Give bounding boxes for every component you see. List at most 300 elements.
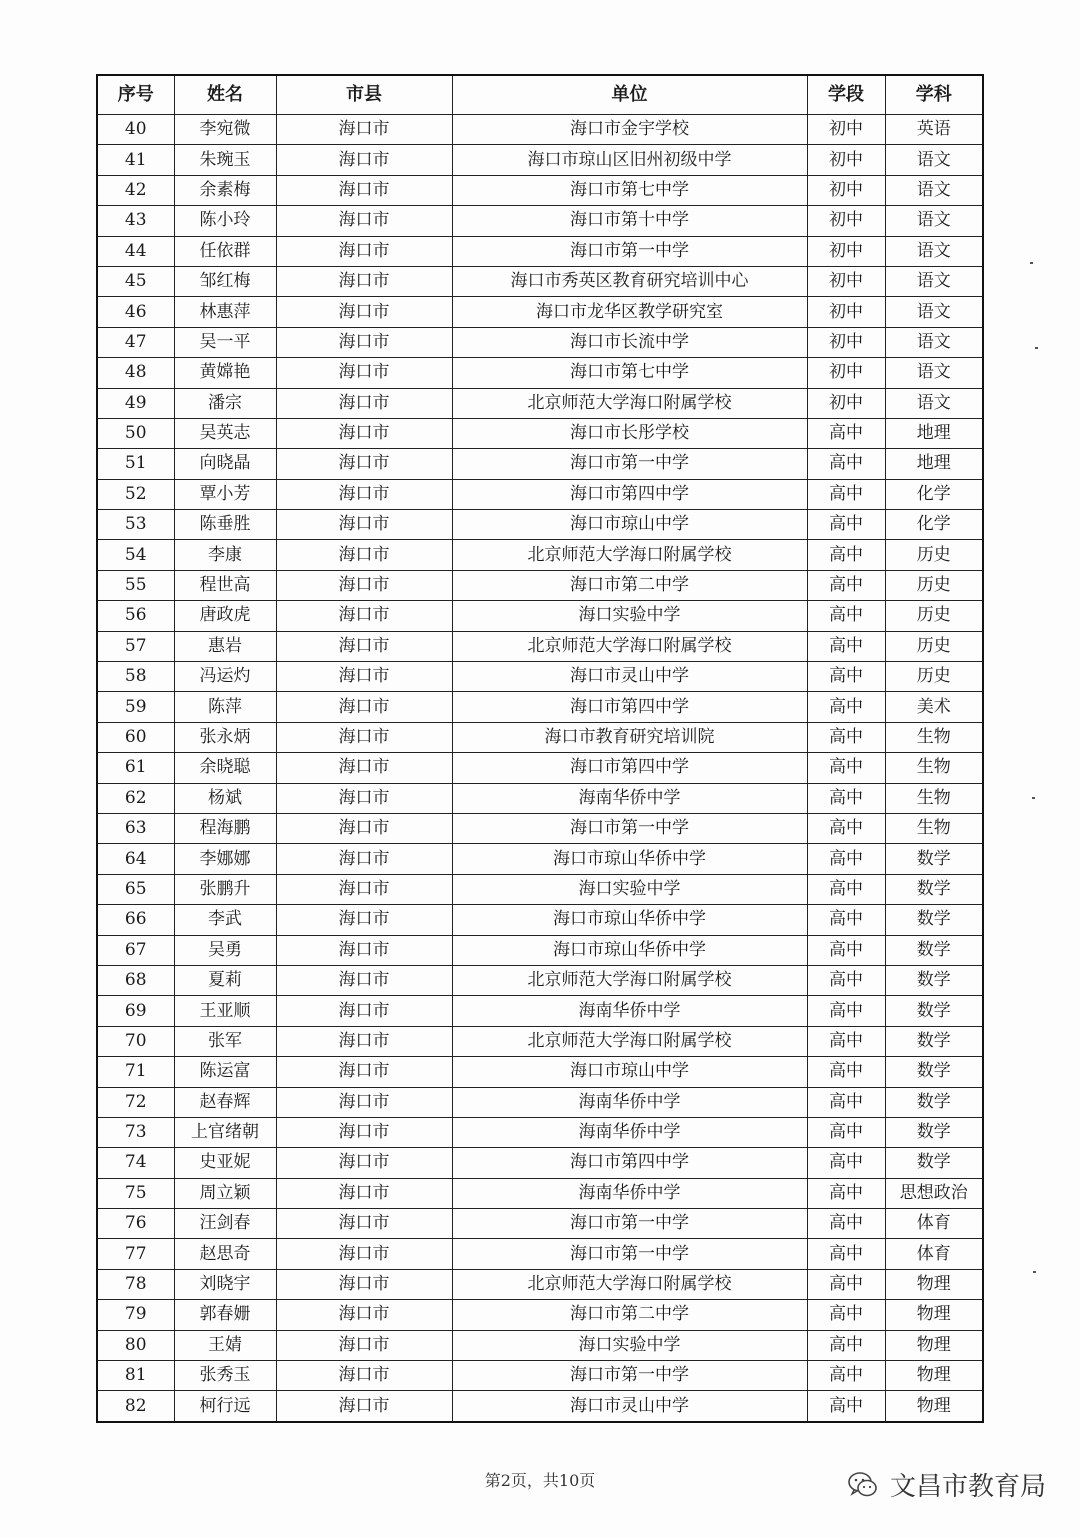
cell-city: 海口市: [276, 1239, 452, 1269]
cell-index: 54: [97, 540, 174, 570]
cell-unit: 海口市第一中学: [452, 236, 807, 266]
table-row: [97, 753, 983, 783]
table-body: [97, 115, 983, 1422]
cell-name: 唐政虎: [174, 601, 276, 631]
cell-stage: 高中: [807, 722, 885, 752]
cell-stage: 高中: [807, 1057, 885, 1087]
cell-name: 邹红梅: [174, 266, 276, 296]
cell-unit: 海口市第四中学: [452, 753, 807, 783]
cell-index: 51: [97, 449, 174, 479]
cell-index: 45: [97, 266, 174, 296]
table-row: [97, 1178, 983, 1208]
cell-name: 赵思奇: [174, 1239, 276, 1269]
cell-stage: 高中: [807, 510, 885, 540]
cell-index: 70: [97, 1026, 174, 1056]
cell-name: 林惠萍: [174, 297, 276, 327]
cell-unit: 海口市长彤学校: [452, 418, 807, 448]
cell-stage: 初中: [807, 175, 885, 205]
cell-index: 75: [97, 1178, 174, 1208]
cell-subject: 英语: [885, 115, 983, 145]
cell-stage: 初中: [807, 358, 885, 388]
cell-index: 74: [97, 1148, 174, 1178]
header-unit: 单位: [452, 75, 807, 115]
cell-subject: 语文: [885, 145, 983, 175]
cell-subject: 化学: [885, 479, 983, 509]
cell-city: 海口市: [276, 510, 452, 540]
cell-city: 海口市: [276, 601, 452, 631]
cell-index: 56: [97, 601, 174, 631]
cell-subject: 语文: [885, 206, 983, 236]
watermark-text: 文昌市教育局: [890, 1472, 1047, 1502]
cell-name: 夏莉: [174, 965, 276, 995]
cell-index: 50: [97, 418, 174, 448]
cell-name: 向晓晶: [174, 449, 276, 479]
cell-subject: 体育: [885, 1239, 983, 1269]
cell-city: 海口市: [276, 1178, 452, 1208]
cell-index: 68: [97, 965, 174, 995]
cell-name: 吴勇: [174, 935, 276, 965]
cell-stage: 高中: [807, 479, 885, 509]
table-row: [97, 1391, 983, 1422]
cell-index: 77: [97, 1239, 174, 1269]
cell-name: 吴一平: [174, 327, 276, 357]
cell-unit: 海口市琼山华侨中学: [452, 844, 807, 874]
cell-city: 海口市: [276, 753, 452, 783]
cell-subject: 物理: [885, 1269, 983, 1299]
cell-city: 海口市: [276, 1209, 452, 1239]
cell-stage: 初中: [807, 145, 885, 175]
cell-unit: 海口市灵山中学: [452, 662, 807, 692]
cell-subject: 地理: [885, 418, 983, 448]
cell-city: 海口市: [276, 965, 452, 995]
cell-stage: 高中: [807, 965, 885, 995]
cell-city: 海口市: [276, 358, 452, 388]
cell-subject: 生物: [885, 813, 983, 843]
cell-subject: 数学: [885, 1148, 983, 1178]
cell-name: 刘晓宇: [174, 1269, 276, 1299]
table-row: [97, 601, 983, 631]
cell-subject: 数学: [885, 996, 983, 1026]
cell-unit: 海口市第二中学: [452, 1300, 807, 1330]
cell-subject: 语文: [885, 236, 983, 266]
table-row: [97, 297, 983, 327]
cell-unit: 海口实验中学: [452, 1330, 807, 1360]
cell-unit: 海口市琼山区旧州初级中学: [452, 145, 807, 175]
personnel-table: [96, 74, 984, 1423]
cell-index: 80: [97, 1330, 174, 1360]
table-row: [97, 1239, 983, 1269]
cell-subject: 语文: [885, 266, 983, 296]
cell-stage: 初中: [807, 236, 885, 266]
cell-city: 海口市: [276, 388, 452, 418]
table-row: [97, 388, 983, 418]
header-city: 市县: [276, 75, 452, 115]
table-row: [97, 1148, 983, 1178]
cell-city: 海口市: [276, 175, 452, 205]
cell-unit: 海口市琼山中学: [452, 510, 807, 540]
cell-subject: 地理: [885, 449, 983, 479]
cell-stage: 高中: [807, 996, 885, 1026]
cell-unit: 海口市第四中学: [452, 1148, 807, 1178]
cell-subject: 生物: [885, 783, 983, 813]
cell-name: 余素梅: [174, 175, 276, 205]
cell-index: 64: [97, 844, 174, 874]
cell-subject: 思想政治: [885, 1178, 983, 1208]
cell-city: 海口市: [276, 206, 452, 236]
cell-stage: 高中: [807, 662, 885, 692]
cell-index: 66: [97, 905, 174, 935]
cell-name: 陈小玲: [174, 206, 276, 236]
cell-name: 陈萍: [174, 692, 276, 722]
cell-name: 赵春辉: [174, 1087, 276, 1117]
cell-name: 杨斌: [174, 783, 276, 813]
cell-subject: 物理: [885, 1391, 983, 1422]
cell-unit: 海口市第一中学: [452, 1361, 807, 1391]
cell-index: 73: [97, 1117, 174, 1147]
table-row: [97, 175, 983, 205]
table-row: [97, 813, 983, 843]
cell-name: 李娜娜: [174, 844, 276, 874]
cell-name: 王亚顺: [174, 996, 276, 1026]
table-row: [97, 1269, 983, 1299]
table-row: [97, 418, 983, 448]
cell-unit: 海口实验中学: [452, 601, 807, 631]
cell-index: 72: [97, 1087, 174, 1117]
cell-stage: 高中: [807, 1361, 885, 1391]
cell-index: 44: [97, 236, 174, 266]
cell-stage: 高中: [807, 601, 885, 631]
cell-stage: 高中: [807, 1087, 885, 1117]
cell-subject: 数学: [885, 1026, 983, 1056]
table-row: [97, 236, 983, 266]
cell-subject: 数学: [885, 935, 983, 965]
cell-name: 汪剑春: [174, 1209, 276, 1239]
cell-index: 69: [97, 996, 174, 1026]
table-row: [97, 1026, 983, 1056]
cell-name: 陈垂胜: [174, 510, 276, 540]
cell-index: 81: [97, 1361, 174, 1391]
cell-index: 62: [97, 783, 174, 813]
cell-name: 陈运富: [174, 1057, 276, 1087]
cell-unit: 海口市第七中学: [452, 358, 807, 388]
cell-unit: 海口市第四中学: [452, 479, 807, 509]
cell-stage: 初中: [807, 327, 885, 357]
cell-unit: 海口实验中学: [452, 874, 807, 904]
cell-unit: 海口市龙华区教学研究室: [452, 297, 807, 327]
cell-name: 上官绪朝: [174, 1117, 276, 1147]
cell-city: 海口市: [276, 783, 452, 813]
cell-city: 海口市: [276, 145, 452, 175]
cell-unit: 北京师范大学海口附属学校: [452, 1026, 807, 1056]
cell-subject: 语文: [885, 327, 983, 357]
cell-name: 吴英志: [174, 418, 276, 448]
cell-name: 李武: [174, 905, 276, 935]
cell-city: 海口市: [276, 844, 452, 874]
cell-unit: 海口市秀英区教育研究培训中心: [452, 266, 807, 296]
table-row: [97, 510, 983, 540]
cell-subject: 物理: [885, 1300, 983, 1330]
cell-index: 42: [97, 175, 174, 205]
cell-subject: 历史: [885, 570, 983, 600]
cell-subject: 历史: [885, 540, 983, 570]
cell-subject: 生物: [885, 722, 983, 752]
cell-stage: 高中: [807, 813, 885, 843]
header-name: 姓名: [174, 75, 276, 115]
cell-stage: 高中: [807, 935, 885, 965]
cell-city: 海口市: [276, 935, 452, 965]
table-row: [97, 935, 983, 965]
cell-city: 海口市: [276, 570, 452, 600]
cell-city: 海口市: [276, 236, 452, 266]
cell-index: 48: [97, 358, 174, 388]
cell-unit: 海南华侨中学: [452, 783, 807, 813]
cell-index: 65: [97, 874, 174, 904]
table-row: [97, 722, 983, 752]
cell-unit: 海口市第一中学: [452, 1239, 807, 1269]
cell-index: 61: [97, 753, 174, 783]
cell-unit: 海口市第一中学: [452, 1209, 807, 1239]
table-row: [97, 358, 983, 388]
cell-stage: 高中: [807, 844, 885, 874]
table-row: [97, 1300, 983, 1330]
cell-unit: 海口市琼山华侨中学: [452, 905, 807, 935]
cell-unit: 海口市灵山中学: [452, 1391, 807, 1422]
cell-city: 海口市: [276, 1330, 452, 1360]
cell-city: 海口市: [276, 1361, 452, 1391]
cell-city: 海口市: [276, 1269, 452, 1299]
cell-stage: 高中: [807, 631, 885, 661]
cell-subject: 语文: [885, 175, 983, 205]
cell-index: 43: [97, 206, 174, 236]
cell-name: 郭春姗: [174, 1300, 276, 1330]
cell-subject: 数学: [885, 1117, 983, 1147]
cell-index: 49: [97, 388, 174, 418]
page-number: 第2页，共10页: [484, 1471, 596, 1490]
cell-subject: 数学: [885, 844, 983, 874]
wechat-watermark: [846, 1466, 1046, 1503]
cell-subject: 数学: [885, 905, 983, 935]
cell-stage: 高中: [807, 1117, 885, 1147]
table-row: [97, 783, 983, 813]
cell-name: 程世高: [174, 570, 276, 600]
cell-city: 海口市: [276, 1391, 452, 1422]
cell-unit: 海南华侨中学: [452, 1178, 807, 1208]
cell-unit: 海口市长流中学: [452, 327, 807, 357]
cell-name: 张永炳: [174, 722, 276, 752]
cell-city: 海口市: [276, 813, 452, 843]
cell-city: 海口市: [276, 1087, 452, 1117]
header-subject: 学科: [885, 75, 983, 115]
cell-subject: 语文: [885, 297, 983, 327]
cell-index: 46: [97, 297, 174, 327]
cell-index: 78: [97, 1269, 174, 1299]
cell-stage: 高中: [807, 1026, 885, 1056]
table-row: [97, 327, 983, 357]
table-row: [97, 266, 983, 296]
cell-city: 海口市: [276, 874, 452, 904]
cell-stage: 高中: [807, 753, 885, 783]
table-row: [97, 662, 983, 692]
cell-unit: 海口市第十中学: [452, 206, 807, 236]
cell-subject: 数学: [885, 965, 983, 995]
cell-unit: 海南华侨中学: [452, 996, 807, 1026]
table-row: [97, 905, 983, 935]
cell-subject: 历史: [885, 601, 983, 631]
cell-unit: 北京师范大学海口附属学校: [452, 540, 807, 570]
cell-stage: 初中: [807, 388, 885, 418]
cell-name: 张秀玉: [174, 1361, 276, 1391]
cell-index: 71: [97, 1057, 174, 1087]
scan-speck: [1033, 1271, 1036, 1273]
cell-stage: 高中: [807, 1269, 885, 1299]
cell-index: 53: [97, 510, 174, 540]
cell-name: 周立颖: [174, 1178, 276, 1208]
scan-speck: [1030, 262, 1033, 264]
cell-index: 82: [97, 1391, 174, 1422]
cell-name: 余晓聪: [174, 753, 276, 783]
cell-index: 76: [97, 1209, 174, 1239]
cell-stage: 初中: [807, 266, 885, 296]
cell-stage: 高中: [807, 540, 885, 570]
table-row: [97, 1087, 983, 1117]
cell-name: 李康: [174, 540, 276, 570]
cell-unit: 北京师范大学海口附属学校: [452, 388, 807, 418]
scan-speck: [1032, 797, 1035, 799]
table-header-row: [97, 75, 983, 115]
table-row: [97, 1209, 983, 1239]
cell-unit: 海口市教育研究培训院: [452, 722, 807, 752]
cell-stage: 高中: [807, 1300, 885, 1330]
cell-stage: 高中: [807, 1178, 885, 1208]
cell-index: 47: [97, 327, 174, 357]
header-index: 序号: [97, 75, 174, 115]
cell-stage: 高中: [807, 783, 885, 813]
cell-unit: 海南华侨中学: [452, 1117, 807, 1147]
table-row: [97, 570, 983, 600]
cell-city: 海口市: [276, 1148, 452, 1178]
cell-subject: 美术: [885, 692, 983, 722]
table-row: [97, 115, 983, 145]
cell-unit: 海口市金宇学校: [452, 115, 807, 145]
cell-index: 79: [97, 1300, 174, 1330]
cell-unit: 海口市第一中学: [452, 813, 807, 843]
cell-index: 59: [97, 692, 174, 722]
cell-subject: 生物: [885, 753, 983, 783]
cell-city: 海口市: [276, 266, 452, 296]
cell-name: 冯运灼: [174, 662, 276, 692]
cell-name: 柯行远: [174, 1391, 276, 1422]
table-row: [97, 692, 983, 722]
cell-subject: 体育: [885, 1209, 983, 1239]
cell-subject: 历史: [885, 662, 983, 692]
table-row: [97, 874, 983, 904]
table-row: [97, 479, 983, 509]
cell-stage: 高中: [807, 570, 885, 600]
cell-name: 任依群: [174, 236, 276, 266]
cell-index: 41: [97, 145, 174, 175]
cell-city: 海口市: [276, 1117, 452, 1147]
cell-name: 覃小芳: [174, 479, 276, 509]
cell-name: 潘宗: [174, 388, 276, 418]
cell-city: 海口市: [276, 905, 452, 935]
cell-name: 程海鹏: [174, 813, 276, 843]
cell-stage: 初中: [807, 297, 885, 327]
cell-stage: 高中: [807, 874, 885, 904]
cell-subject: 数学: [885, 1057, 983, 1087]
cell-unit: 北京师范大学海口附属学校: [452, 1269, 807, 1299]
cell-index: 52: [97, 479, 174, 509]
wechat-chat-icon: [846, 1468, 880, 1502]
cell-index: 58: [97, 662, 174, 692]
cell-name: 惠岩: [174, 631, 276, 661]
cell-city: 海口市: [276, 1026, 452, 1056]
cell-name: 张鹏升: [174, 874, 276, 904]
cell-unit: 海口市第四中学: [452, 692, 807, 722]
cell-unit: 海南华侨中学: [452, 1087, 807, 1117]
cell-index: 40: [97, 115, 174, 145]
cell-stage: 高中: [807, 418, 885, 448]
cell-stage: 高中: [807, 692, 885, 722]
header-stage: 学段: [807, 75, 885, 115]
table-row: [97, 540, 983, 570]
table-row: [97, 1117, 983, 1147]
cell-subject: 历史: [885, 631, 983, 661]
cell-subject: 化学: [885, 510, 983, 540]
cell-stage: 高中: [807, 1209, 885, 1239]
cell-stage: 高中: [807, 1330, 885, 1360]
cell-index: 55: [97, 570, 174, 600]
cell-index: 67: [97, 935, 174, 965]
cell-unit: 北京师范大学海口附属学校: [452, 631, 807, 661]
cell-city: 海口市: [276, 418, 452, 448]
cell-stage: 高中: [807, 1148, 885, 1178]
table-row: [97, 631, 983, 661]
cell-city: 海口市: [276, 297, 452, 327]
cell-index: 60: [97, 722, 174, 752]
cell-subject: 数学: [885, 1087, 983, 1117]
table-row: [97, 1361, 983, 1391]
cell-unit: 海口市第二中学: [452, 570, 807, 600]
cell-stage: 高中: [807, 905, 885, 935]
cell-unit: 海口市琼山中学: [452, 1057, 807, 1087]
cell-city: 海口市: [276, 722, 452, 752]
cell-city: 海口市: [276, 692, 452, 722]
cell-name: 王婧: [174, 1330, 276, 1360]
cell-city: 海口市: [276, 1300, 452, 1330]
table-row: [97, 965, 983, 995]
cell-subject: 物理: [885, 1361, 983, 1391]
table-row: [97, 206, 983, 236]
cell-unit: 北京师范大学海口附属学校: [452, 965, 807, 995]
cell-city: 海口市: [276, 662, 452, 692]
cell-subject: 语文: [885, 358, 983, 388]
cell-stage: 初中: [807, 115, 885, 145]
cell-subject: 语文: [885, 388, 983, 418]
cell-subject: 数学: [885, 874, 983, 904]
cell-stage: 高中: [807, 1239, 885, 1269]
table-row: [97, 1057, 983, 1087]
cell-subject: 物理: [885, 1330, 983, 1360]
cell-city: 海口市: [276, 996, 452, 1026]
table-row: [97, 844, 983, 874]
cell-stage: 初中: [807, 206, 885, 236]
table-row: [97, 1330, 983, 1360]
cell-index: 63: [97, 813, 174, 843]
table-row: [97, 449, 983, 479]
cell-city: 海口市: [276, 540, 452, 570]
table-row: [97, 996, 983, 1026]
cell-unit: 海口市第一中学: [452, 449, 807, 479]
